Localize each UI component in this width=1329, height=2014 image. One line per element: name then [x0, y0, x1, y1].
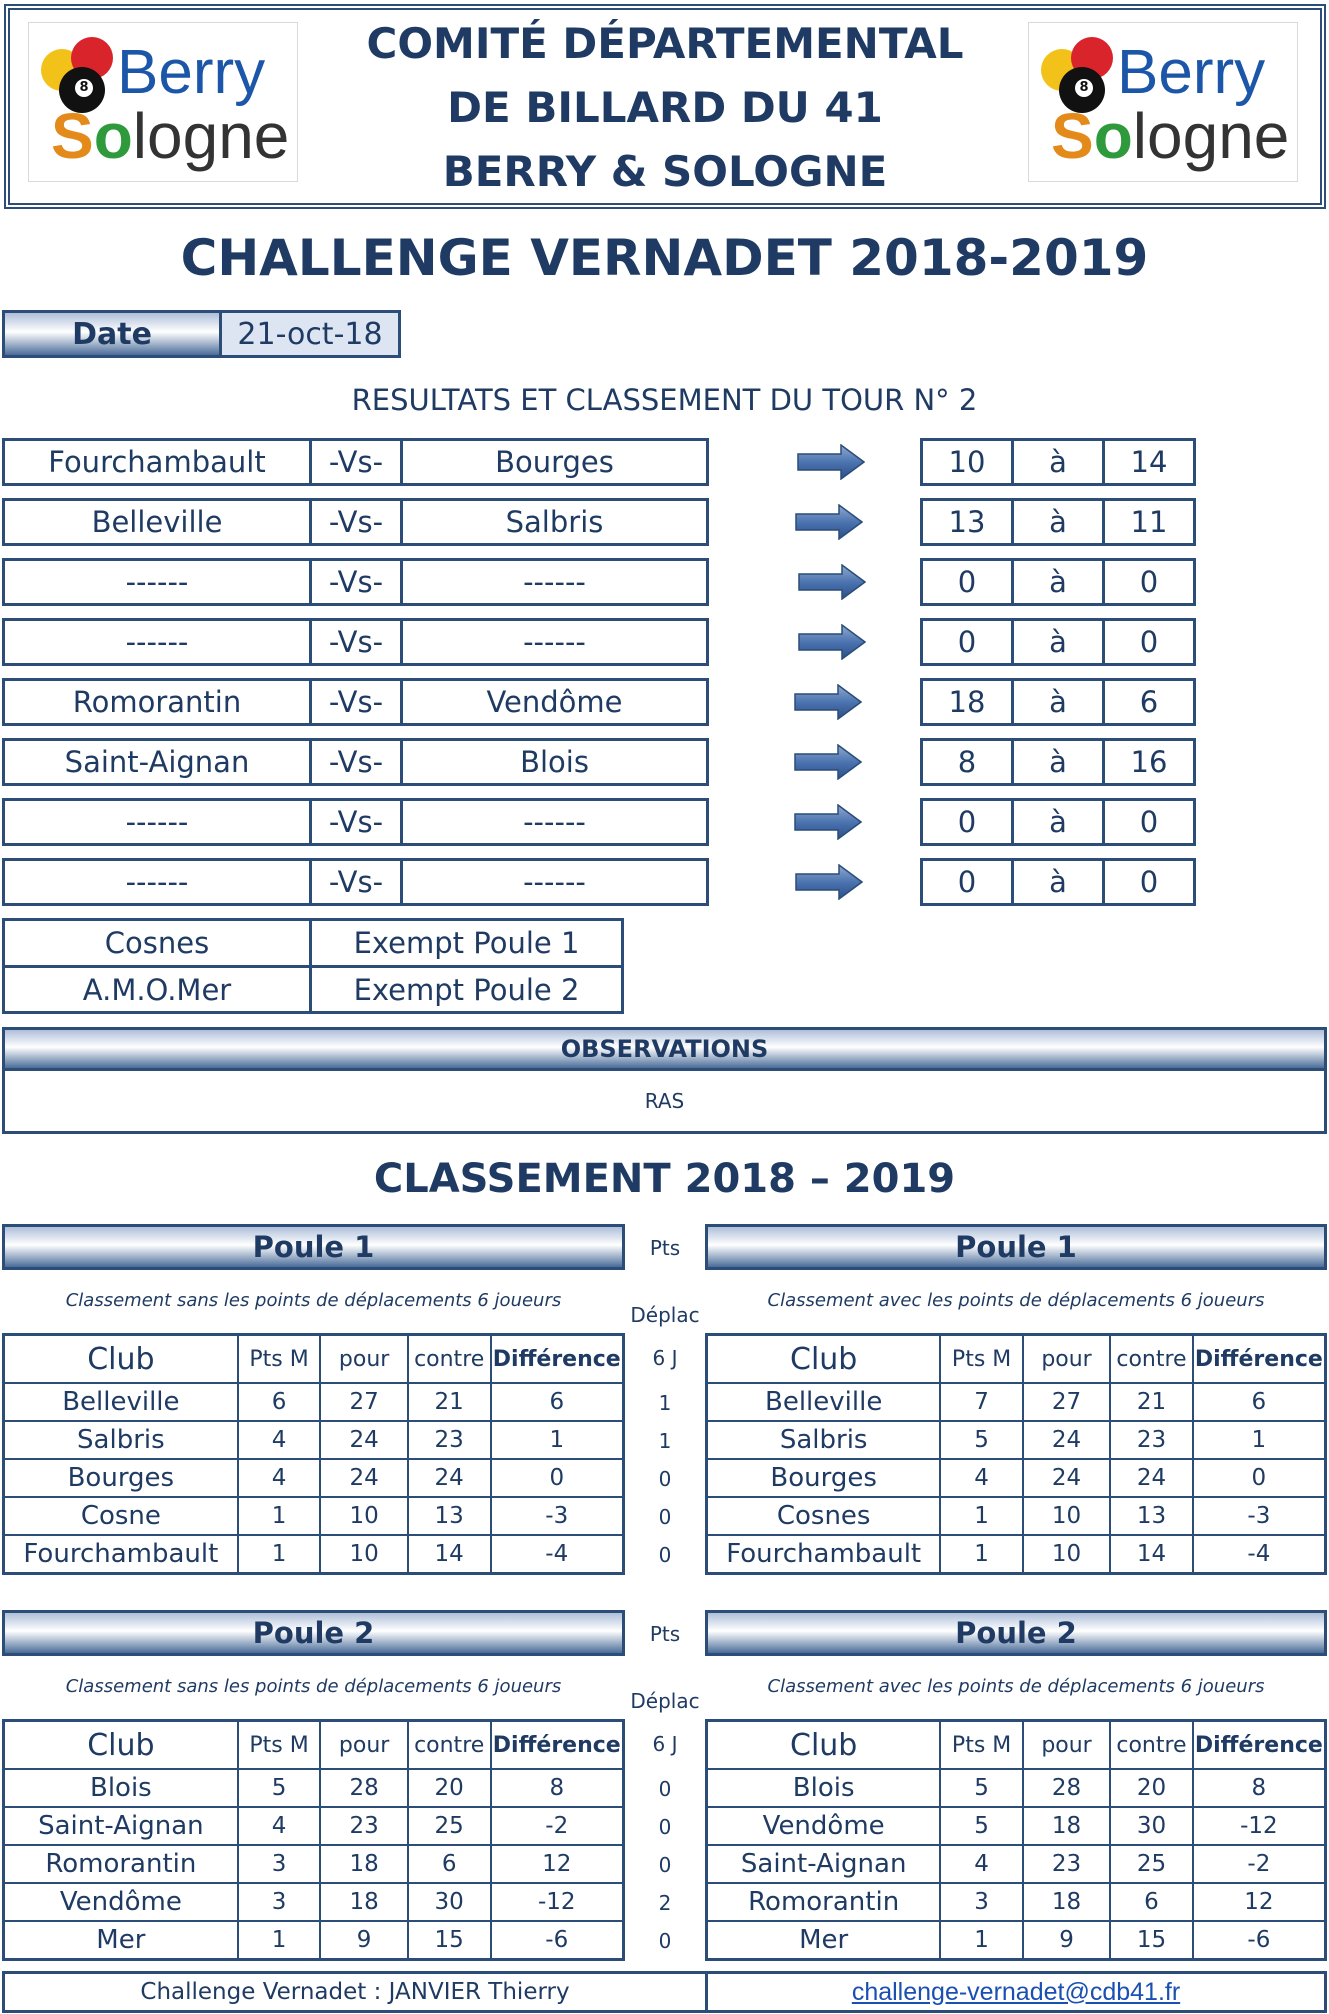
logo-word-sologne: Sologne [1051, 100, 1290, 172]
match-score-away: 0 [1102, 858, 1196, 906]
table-row [4, 1845, 624, 1883]
poule1-note-right: Classement avec les points de déplacements 6 joueurs [767, 1289, 1265, 1311]
table-cell: 4 [940, 1845, 1023, 1883]
match-home-team: Romorantin [2, 678, 312, 726]
match-score-away: 0 [1102, 618, 1196, 666]
table-cell: 4 [238, 1421, 321, 1459]
table-cell: 24 [1023, 1459, 1110, 1497]
table-row [707, 1383, 1326, 1421]
match-away-team: ------ [400, 798, 709, 846]
org-line-3: BERRY & SOLOGNE [442, 147, 888, 196]
table-cell: -12 [491, 1883, 624, 1921]
table-row [707, 1845, 1326, 1883]
match-home-team: ------ [2, 558, 312, 606]
page-title: CHALLENGE VERNADET 2018-2019 [180, 229, 1149, 287]
table-cell: -2 [491, 1807, 624, 1845]
match-home-team: ------ [2, 798, 312, 846]
table-cell: 10 [320, 1497, 407, 1535]
table-cell: -3 [491, 1497, 624, 1535]
column-header: Différence [1193, 1335, 1326, 1384]
table-cell: 30 [1110, 1807, 1193, 1845]
table-cell: 3 [238, 1883, 321, 1921]
club-name: Saint-Aignan [4, 1807, 238, 1845]
footer [2, 1971, 1327, 2013]
table-cell: 10 [320, 1535, 407, 1574]
org-line-2: DE BILLARD DU 41 [447, 83, 883, 132]
table-cell: 23 [320, 1807, 407, 1845]
poule2-table-with-travel [705, 1719, 1327, 1961]
column-header: pour [1023, 1335, 1110, 1384]
table-cell: 5 [940, 1421, 1023, 1459]
table-header-row [707, 1335, 1326, 1384]
table-cell: 23 [1023, 1845, 1110, 1883]
match-score-home: 0 [920, 558, 1014, 606]
column-header: Pts M [238, 1335, 321, 1384]
table-cell: 1 [238, 1535, 321, 1574]
match-score-separator: à [1011, 438, 1105, 486]
table-cell: -6 [1193, 1921, 1326, 1960]
match-away-team: ------ [400, 858, 709, 906]
table-row [707, 1883, 1326, 1921]
date-label: Date [2, 310, 222, 358]
club-name: Cosne [4, 1497, 238, 1535]
footer-contact: Challenge Vernadet : JANVIER Thierry [5, 1974, 708, 2010]
exempt-club-1: Cosnes [2, 918, 312, 968]
table-row [4, 1921, 624, 1960]
match-score-away: 0 [1102, 798, 1196, 846]
table-row [707, 1459, 1326, 1497]
arrow-right-icon [798, 564, 866, 600]
match-away-team: Vendôme [400, 678, 709, 726]
column-header: Différence [491, 1335, 624, 1384]
logo-word-sologne: Sologne [51, 100, 290, 172]
column-header: Pts M [940, 1721, 1023, 1770]
table-cell: 21 [1110, 1383, 1193, 1421]
travel-points-value: 0 [658, 1543, 672, 1567]
match-score-separator: à [1011, 858, 1105, 906]
club-name: Vendôme [707, 1807, 941, 1845]
match-score-home: 18 [920, 678, 1014, 726]
match-away-team: Blois [400, 738, 709, 786]
table-cell: 27 [320, 1383, 407, 1421]
table-cell: 24 [408, 1459, 491, 1497]
table-cell: 6 [408, 1845, 491, 1883]
table-header-row [4, 1721, 624, 1770]
table-cell: 10 [1023, 1497, 1110, 1535]
table-cell: 21 [408, 1383, 491, 1421]
club-name: Blois [707, 1769, 941, 1807]
exempt-note-1: Exempt Poule 1 [309, 918, 624, 968]
table-cell: 1 [238, 1921, 321, 1960]
arrow-right-icon [795, 504, 863, 540]
table-cell: 24 [1023, 1421, 1110, 1459]
column-header: Pts M [238, 1721, 321, 1770]
column-header: Club [4, 1335, 238, 1384]
table-cell: -12 [1193, 1807, 1326, 1845]
poule1-pts-label: Pts [649, 1236, 681, 1260]
match-vs: -Vs- [309, 858, 403, 906]
table-cell: 20 [408, 1769, 491, 1807]
column-header: pour [320, 1721, 407, 1770]
match-away-team: ------ [400, 558, 709, 606]
table-cell: 5 [238, 1769, 321, 1807]
club-name: Mer [707, 1921, 941, 1960]
column-header: pour [320, 1335, 407, 1384]
table-row [707, 1921, 1326, 1960]
travel-points-value: 0 [658, 1505, 672, 1529]
arrow-right-icon [797, 444, 865, 480]
match-home-team: ------ [2, 858, 312, 906]
match-away-team: ------ [400, 618, 709, 666]
table-row [707, 1807, 1326, 1845]
table-cell: 14 [408, 1535, 491, 1574]
table-cell: 1 [940, 1921, 1023, 1960]
table-cell: 12 [1193, 1883, 1326, 1921]
match-away-team: Bourges [400, 438, 709, 486]
table-cell: 9 [1023, 1921, 1110, 1960]
poule2-deplac-label: Déplac [630, 1689, 700, 1713]
column-header: contre [408, 1721, 491, 1770]
table-cell: -4 [491, 1535, 624, 1574]
club-name: Vendôme [4, 1883, 238, 1921]
match-score-away: 16 [1102, 738, 1196, 786]
match-home-team: Fourchambault [2, 438, 312, 486]
match-vs: -Vs- [309, 438, 403, 486]
table-cell: 3 [940, 1883, 1023, 1921]
match-vs: -Vs- [309, 558, 403, 606]
poule2-table-without-travel [2, 1719, 625, 1961]
column-header: contre [1110, 1335, 1193, 1384]
table-cell: 25 [1110, 1845, 1193, 1883]
table-cell: 18 [320, 1845, 407, 1883]
table-cell: 27 [1023, 1383, 1110, 1421]
table-cell: 28 [1023, 1769, 1110, 1807]
table-row [707, 1421, 1326, 1459]
match-score-separator: à [1011, 498, 1105, 546]
table-cell: 8 [1193, 1769, 1326, 1807]
footer-email-link[interactable]: challenge-vernadet@cdb41.fr [851, 1977, 1181, 2006]
table-cell: 1 [940, 1535, 1023, 1574]
match-home-team: Belleville [2, 498, 312, 546]
club-name: Blois [4, 1769, 238, 1807]
column-header: pour [1023, 1721, 1110, 1770]
table-cell: 3 [238, 1845, 321, 1883]
table-cell: 18 [1023, 1883, 1110, 1921]
table-row [4, 1497, 624, 1535]
match-score-separator: à [1011, 798, 1105, 846]
match-score-away: 0 [1102, 558, 1196, 606]
travel-points-value: 2 [658, 1891, 672, 1915]
column-header: Différence [491, 1721, 624, 1770]
poule2-note-right: Classement avec les points de déplacements 6 joueurs [767, 1675, 1265, 1697]
table-row [4, 1535, 624, 1574]
travel-points-value: 0 [658, 1853, 672, 1877]
club-name: Belleville [4, 1383, 238, 1421]
table-cell: 10 [1023, 1535, 1110, 1574]
column-header: Pts M [940, 1335, 1023, 1384]
table-cell: 8 [491, 1769, 624, 1807]
poule1-deplac-label: Déplac [630, 1303, 700, 1327]
berry-sologne-logo-left: 8 Berry Sologne [28, 22, 298, 182]
table-cell: 24 [320, 1459, 407, 1497]
table-cell: -2 [1193, 1845, 1326, 1883]
travel-points-value: 0 [658, 1777, 672, 1801]
ranking-title: CLASSEMENT 2018 – 2019 [373, 1156, 956, 1202]
logo-word-berry: Berry [1117, 38, 1266, 107]
table-cell: 6 [1110, 1883, 1193, 1921]
travel-points-value: 0 [658, 1815, 672, 1839]
table-cell: 12 [491, 1845, 624, 1883]
poule1-table-with-travel [705, 1333, 1327, 1575]
table-cell: 20 [1110, 1769, 1193, 1807]
travel-points-value: 0 [658, 1467, 672, 1491]
arrow-right-icon [794, 684, 862, 720]
travel-points-value: 0 [658, 1929, 672, 1953]
poule1-note-left: Classement sans les points de déplacements 6 joueurs [65, 1289, 562, 1311]
table-cell: 4 [238, 1459, 321, 1497]
table-header-row [707, 1721, 1326, 1770]
berry-sologne-logo-right: 8 Berry Sologne [1028, 22, 1298, 182]
match-away-team: Salbris [400, 498, 709, 546]
club-name: Romorantin [4, 1845, 238, 1883]
match-vs: -Vs- [309, 738, 403, 786]
table-cell: 1 [1193, 1421, 1326, 1459]
poule1-left-title: Poule 1 [2, 1224, 625, 1270]
table-cell: 0 [491, 1459, 624, 1497]
table-header-row [4, 1335, 624, 1384]
match-vs: -Vs- [309, 798, 403, 846]
club-name: Fourchambault [4, 1535, 238, 1574]
logo-word-berry: Berry [117, 38, 266, 107]
column-header: Club [707, 1335, 941, 1384]
table-cell: 23 [1110, 1421, 1193, 1459]
club-name: Bourges [707, 1459, 941, 1497]
match-score-home: 13 [920, 498, 1014, 546]
club-name: Saint-Aignan [707, 1845, 941, 1883]
arrow-right-icon [795, 864, 863, 900]
match-score-separator: à [1011, 678, 1105, 726]
poule2-6j-label: 6 J [652, 1732, 678, 1756]
round-title: RESULTATS ET CLASSEMENT DU TOUR N° 2 [351, 383, 978, 417]
table-cell: 0 [1193, 1459, 1326, 1497]
table-cell: 7 [940, 1383, 1023, 1421]
org-line-1: COMITÉ DÉPARTEMENTAL [366, 19, 964, 68]
table-cell: -6 [491, 1921, 624, 1960]
club-name: Belleville [707, 1383, 941, 1421]
column-header: Club [4, 1721, 238, 1770]
club-name: Salbris [4, 1421, 238, 1459]
match-home-team: Saint-Aignan [2, 738, 312, 786]
match-vs: -Vs- [309, 618, 403, 666]
arrow-right-icon [794, 804, 862, 840]
exempt-club-2: A.M.O.Mer [2, 965, 312, 1014]
table-cell: 18 [1023, 1807, 1110, 1845]
table-cell: 25 [408, 1807, 491, 1845]
match-score-separator: à [1011, 738, 1105, 786]
table-cell: 6 [491, 1383, 624, 1421]
club-name: Cosnes [707, 1497, 941, 1535]
arrow-right-icon [798, 624, 866, 660]
table-cell: 4 [940, 1459, 1023, 1497]
table-cell: 14 [1110, 1535, 1193, 1574]
table-cell: -4 [1193, 1535, 1326, 1574]
table-cell: 24 [1110, 1459, 1193, 1497]
match-score-home: 8 [920, 738, 1014, 786]
match-score-away: 6 [1102, 678, 1196, 726]
match-vs: -Vs- [309, 498, 403, 546]
travel-points-value: 1 [658, 1429, 672, 1453]
table-cell: 24 [320, 1421, 407, 1459]
column-header: contre [1110, 1721, 1193, 1770]
table-cell: 1 [238, 1497, 321, 1535]
column-header: Différence [1193, 1721, 1326, 1770]
column-header: Club [707, 1721, 941, 1770]
table-cell: 6 [238, 1383, 321, 1421]
table-row [707, 1769, 1326, 1807]
match-score-away: 11 [1102, 498, 1196, 546]
table-cell: 13 [1110, 1497, 1193, 1535]
club-name: Salbris [707, 1421, 941, 1459]
exempt-note-2: Exempt Poule 2 [309, 965, 624, 1014]
poule2-left-title: Poule 2 [2, 1610, 625, 1656]
table-row [4, 1421, 624, 1459]
table-cell: 15 [408, 1921, 491, 1960]
poule2-right-title: Poule 2 [705, 1610, 1327, 1656]
club-name: Mer [4, 1921, 238, 1960]
column-header: contre [408, 1335, 491, 1384]
club-name: Bourges [4, 1459, 238, 1497]
match-score-home: 10 [920, 438, 1014, 486]
match-score-home: 0 [920, 618, 1014, 666]
table-cell: 6 [1193, 1383, 1326, 1421]
travel-points-value: 1 [658, 1391, 672, 1415]
table-cell: 1 [491, 1421, 624, 1459]
date-value: 21-oct-18 [219, 310, 401, 358]
poule1-table-without-travel [2, 1333, 625, 1575]
poule1-6j-label: 6 J [652, 1346, 678, 1370]
arrow-right-icon [794, 744, 862, 780]
table-row [4, 1383, 624, 1421]
organization-name [330, 12, 1000, 204]
match-score-home: 0 [920, 798, 1014, 846]
club-name: Romorantin [707, 1883, 941, 1921]
table-cell: 9 [320, 1921, 407, 1960]
table-cell: 5 [940, 1769, 1023, 1807]
table-row [4, 1459, 624, 1497]
match-score-home: 0 [920, 858, 1014, 906]
club-name: Fourchambault [707, 1535, 941, 1574]
table-row [4, 1769, 624, 1807]
observations-title: OBSERVATIONS [2, 1027, 1327, 1071]
poule2-note-left: Classement sans les points de déplacements 6 joueurs [65, 1675, 562, 1697]
match-score-away: 14 [1102, 438, 1196, 486]
table-cell: -3 [1193, 1497, 1326, 1535]
table-cell: 23 [408, 1421, 491, 1459]
table-row [4, 1883, 624, 1921]
table-row [4, 1807, 624, 1845]
observations-text: RAS [2, 1068, 1327, 1134]
table-cell: 13 [408, 1497, 491, 1535]
table-cell: 4 [238, 1807, 321, 1845]
table-cell: 18 [320, 1883, 407, 1921]
table-row [707, 1535, 1326, 1574]
match-score-separator: à [1011, 558, 1105, 606]
poule1-right-title: Poule 1 [705, 1224, 1327, 1270]
match-vs: -Vs- [309, 678, 403, 726]
table-cell: 5 [940, 1807, 1023, 1845]
poule2-pts-label: Pts [649, 1622, 681, 1646]
table-row [707, 1497, 1326, 1535]
match-score-separator: à [1011, 618, 1105, 666]
table-cell: 15 [1110, 1921, 1193, 1960]
match-home-team: ------ [2, 618, 312, 666]
table-cell: 28 [320, 1769, 407, 1807]
table-cell: 1 [940, 1497, 1023, 1535]
table-cell: 30 [408, 1883, 491, 1921]
